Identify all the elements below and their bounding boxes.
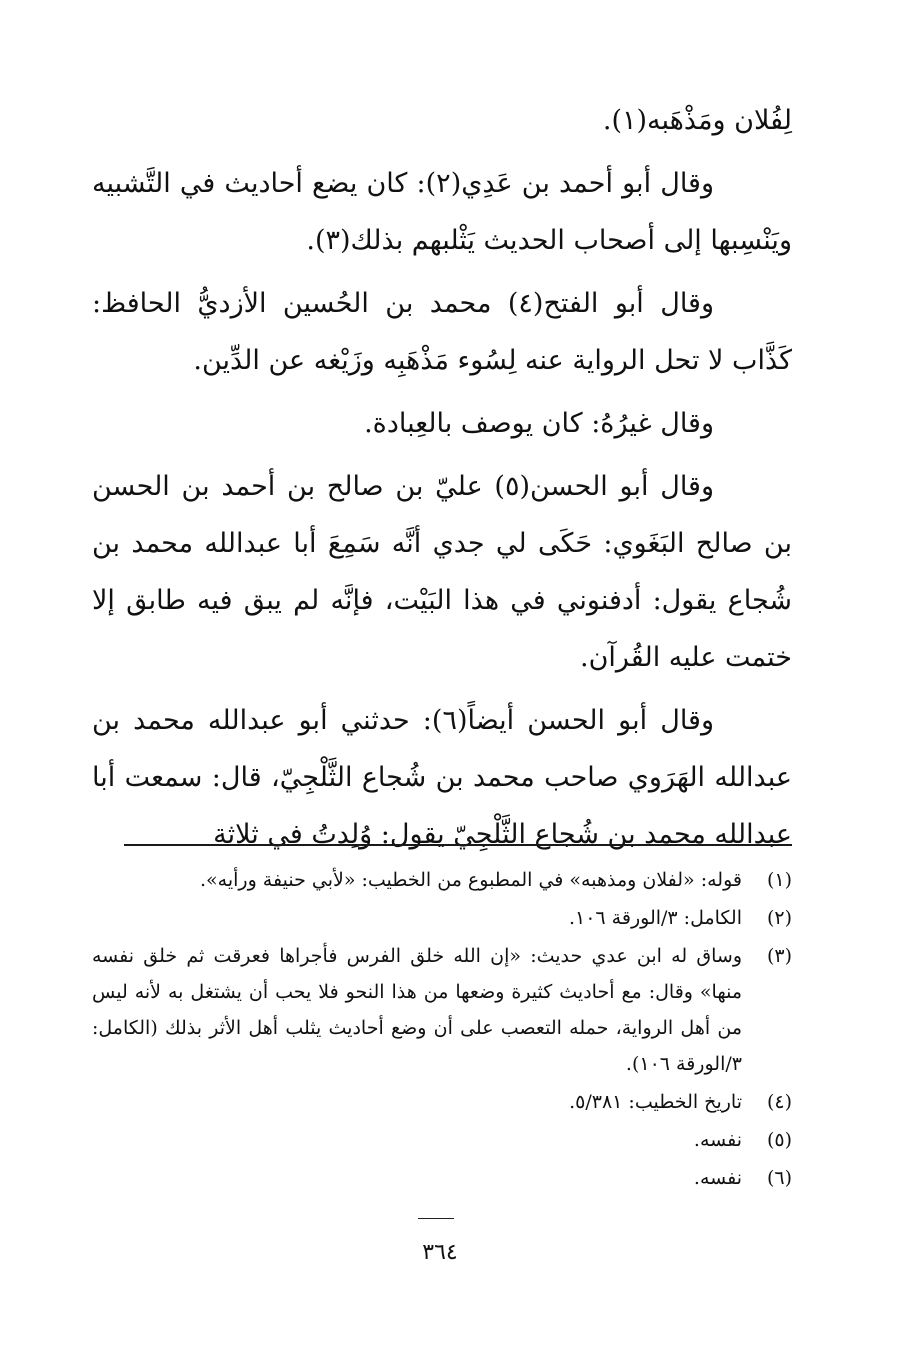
footnote-text: نفسه. (693, 1167, 742, 1189)
footnote-6 (92, 1160, 792, 1196)
footnote-text: نفسه. (693, 1129, 742, 1151)
page-number: ٣٦٤ (422, 1240, 458, 1265)
paragraph-abu-al-hasan: وقال أبو الحسن(٥) عليّ بن صالح بن أحمد بن الحسن بن صالح البَغَوي: حَكَى لي جدي أنَّه سَمِعَ أبا عبدالله محمد بن شُجاع يقول: أدفنوني في هذا البَيْت، فإنَّه لم يبق فيه طابق إلا ختمت عليه القُرآن. (92, 471, 792, 673)
footnote-5 (92, 1122, 792, 1158)
footnote-number: (١) (766, 869, 792, 891)
footnote-text: تاريخ الخطيب: ٥/٣٨١. (569, 1091, 742, 1113)
footnote-number: (٥) (766, 1129, 792, 1151)
paragraph-continuation: لِفُلان ومَذْهَبه(١). (602, 105, 792, 136)
page-number-rule (418, 1218, 454, 1219)
footnote-number: (٢) (766, 907, 792, 929)
footnote-number: (٣) (766, 945, 792, 967)
main-text (92, 92, 792, 869)
footnote-number: (٤) (766, 1091, 792, 1113)
paragraph-abu-al-hasan-2: وقال أبو الحسن أيضاً(٦): حدثني أبو عبدالله محمد بن عبدالله الهَرَوي صاحب محمد بن شُجاع الثَّلْجِيّ، قال: سمعت أبا عبدالله محمد بن شُجاع الثَّلْجِيّ يقول: وُلِدتُ في ثلاثة (92, 705, 792, 850)
footnotes (92, 862, 792, 1198)
footnote-3 (92, 938, 792, 1082)
footnote-number: (٦) (766, 1167, 792, 1189)
paragraph-ibn-adi: وقال أبو أحمد بن عَدِي(٢): كان يضع أحاديث في التَّشبيه ويَنْسِبها إلى أصحاب الحديث يَثْلبهم بذلك(٣). (92, 168, 792, 256)
footnote-1 (92, 862, 792, 898)
footnote-2 (92, 900, 792, 936)
footnote-separator (124, 844, 792, 846)
footnote-text: قوله: «لفلان ومذهبه» في المطبوع من الخطيب: «لأبي حنيفة ورأيه». (200, 869, 742, 891)
paragraph-abu-al-fath: وقال أبو الفتح(٤) محمد بن الحُسين الأزديُّ الحافظ: كَذَّاب لا تحل الرواية عنه لِسُوء مَذْهَبِه وزَيْغه عن الدِّين. (92, 288, 792, 376)
footnote-4 (92, 1084, 792, 1120)
footnote-text: الكامل: ٣/الورقة ١٠٦. (568, 907, 742, 929)
footnote-text: وساق له ابن عدي حديث: «إن الله خلق الفرس فأجراها فعرقت ثم خلق نفسه منها» وقال: مع أحاديث كثيرة وضعها من هذا النحو فلا يحب أن يشتغل به لأنه ليس من أهل الرواية، حمله التعصب على أن وضع أحاديث يثلب أهل الأثر بذلك (الكامل: ٣/الورقة ١٠٦). (92, 945, 742, 1075)
paragraph-others: وقال غيرُهُ: كان يوصف بالعِبادة. (364, 408, 714, 439)
